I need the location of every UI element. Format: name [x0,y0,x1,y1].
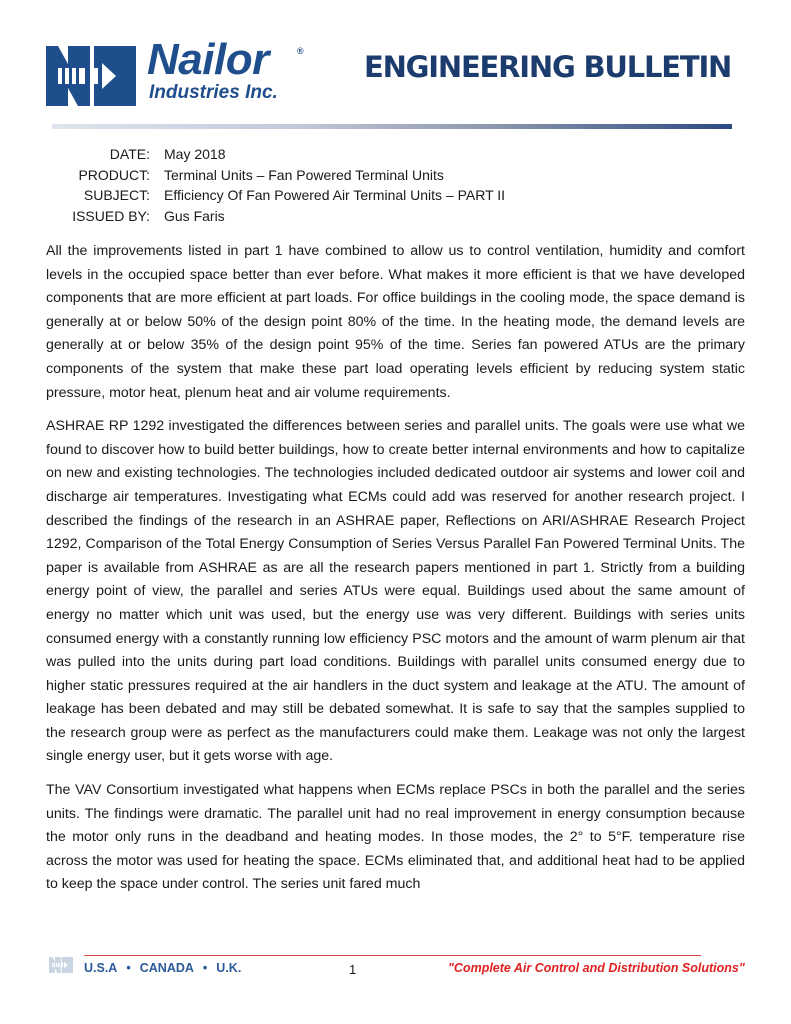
meta-issued-by [46,206,505,227]
meta-value: May 2018 [164,146,226,162]
page-number: 1 [349,962,357,977]
document-title: ENGINEERING BULLETIN [364,50,732,84]
meta-label: ISSUED BY: [72,207,150,224]
meta-label: PRODUCT: [78,166,150,183]
company-name: Nailor [147,35,269,84]
meta-product [46,165,505,186]
meta-value: Gus Faris [164,207,225,224]
bulletin-meta [46,144,505,226]
bullet-separator: • [202,961,208,975]
nailor-logo-faded-icon [46,957,76,973]
body-paragraph: The VAV Consortium investigated what happens when ECMs replace PSCs in both the parallel and the series units. The findings were dramatic. The parallel unit had no real improvement in energy consumption because the motor only runs in the deadband and heating modes. In those modes, the 2° to 5°F. temperature rise across the motor was used for heating the space. ECMs eliminated that, and additional heat had to be applied to keep the space under control. The series unit fared much [46,782,745,893]
meta-date [46,144,505,165]
location-usa: U.S.A [84,961,118,975]
meta-label: DATE: [109,146,150,162]
meta-subject [46,185,505,206]
meta-label: SUBJECT: [83,187,150,204]
page-header [0,0,791,135]
bulletin-body [46,240,745,907]
location-uk: U.K. [216,961,242,975]
body-paragraph: All the improvements listed in part 1 have combined to allow us to control ventilation, humidity and comfort levels in the occupied space better than ever before. What makes it more efficient is that we have developed components that are more efficient at part loads. For office buildings in the cooling mode, the space demand is generally at or below 50% of the design point 80% of the time. In the heating mode, the demand levels are generally at or below 35% of the design point 95% of the time. Series fan powered ATUs are the primary components of the system that make these part load operating levels efficient by reducing system static pressure, motor heat, plenum heat and air volume requirements. [46,243,745,401]
header-divider [52,124,732,129]
company-subtitle: Industries Inc. [149,82,278,103]
meta-value: Terminal Units – Fan Powered Terminal Units [164,166,444,183]
footer-divider [84,955,701,956]
footer-locations [84,961,241,975]
bullet-separator: • [126,961,131,975]
footer-slogan: "Complete Air Control and Distribution Solutions" [448,961,745,975]
location-canada: CANADA [139,961,194,975]
page-footer [0,948,791,988]
nailor-logo-icon [46,46,136,106]
registered-mark: ® [297,46,304,56]
body-paragraph: ASHRAE RP 1292 investigated the differences between series and parallel units. The goals were use what we found to discover how to build better buildings, how to create better internal environments and how to capitalize on new and existing technologies. The technologies included dedicated outdoor air systems and lower coil and discharge air temperatures. Investigating what ECMs could add was reserved for another research project. I described the findings of the research in an ASHRAE paper, Reflections on ARI/ASHRAE Research Project 1292, Comparison of the Total Energy Consumption of Series Versus Parallel Fan Powered Terminal Units. The paper is available from ASHRAE as are all the research papers mentioned in part 1. Strictly from a building energy point of view, the parallel and series ATUs were equal. Buildings used about the same amount of energy no matter which unit was used, but the energy use was very different. Buildings with series units consumed energy with a constantly running low efficiency PSC motors and the amount of warm plenum air that was pulled into the units during part load conditions. Buildings with parallel units consumed energy due to higher static pressures required at the air handlers in the duct system and leakage at the ATU. The amount of leakage has been debated and may still be debated somewhat. It is safe to say that the samples supplied to the research group were as perfect as the manufacturers could make them. Leakage was not only the largest single energy user, but it gets worse with age. [46,418,745,765]
meta-value: Efficiency Of Fan Powered Air Terminal Units – PART II [164,187,506,204]
company-logo-text [147,35,304,103]
